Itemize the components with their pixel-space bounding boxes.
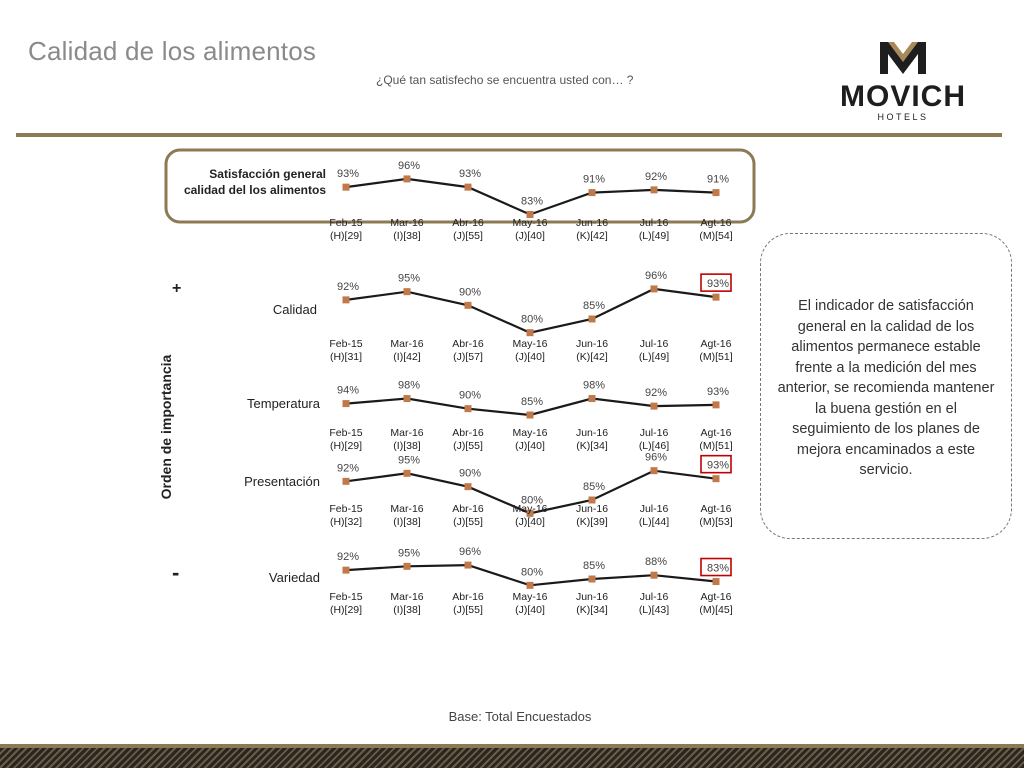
tick-label: Abr-16	[452, 217, 484, 229]
tick-label: May-16	[512, 503, 548, 515]
data-point	[465, 184, 472, 191]
data-point	[713, 189, 720, 196]
data-point	[343, 400, 350, 407]
tick-label: (J)[55]	[453, 230, 483, 242]
data-label: 96%	[644, 269, 668, 282]
tick-label: Jul-16	[639, 591, 669, 603]
tick-label: (M)[51]	[699, 351, 733, 363]
tick-label: (L)[49]	[638, 351, 670, 363]
tick-label: Feb-15	[329, 427, 363, 439]
series-label-presentacion: Presentación	[244, 474, 320, 489]
data-point	[589, 576, 596, 583]
data-label: 85%	[582, 481, 606, 493]
tick-label: Jul-16	[639, 217, 669, 229]
data-label: 91%	[706, 173, 730, 186]
tick-label: Agt-16	[700, 591, 732, 603]
tick-label: Feb-15	[329, 338, 363, 350]
importance-high-marker: +	[172, 280, 182, 297]
tick-label: Feb-15	[329, 217, 363, 229]
logo-tagline: HOTELS	[877, 112, 929, 122]
tick-label: Feb-15	[329, 591, 363, 603]
tick-label: (L)[46]	[638, 440, 670, 452]
tick-label: Mar-16	[390, 338, 424, 350]
tick-label: (I)[38]	[393, 604, 421, 616]
tick-label: Jun-16	[575, 217, 609, 229]
tick-label: (K)[39]	[576, 516, 608, 528]
data-point	[651, 186, 658, 193]
tick-label: (J)[55]	[453, 604, 483, 616]
tick-label: Agt-16	[700, 503, 732, 515]
tick-label: (J)[40]	[515, 440, 545, 452]
tick-label: (I)[38]	[393, 230, 421, 242]
tick-label: (J)[57]	[453, 351, 483, 363]
data-point	[589, 316, 596, 323]
data-label: 93%	[458, 168, 482, 181]
data-point	[651, 572, 658, 579]
importance-low-marker: -	[172, 560, 180, 585]
tick-label: (M)[45]	[699, 604, 733, 616]
tick-label: (J)[40]	[515, 516, 545, 528]
data-label: 96%	[644, 451, 668, 464]
data-label: 95%	[397, 454, 421, 467]
tick-label: (M)[54]	[699, 230, 733, 242]
tick-label: May-16	[512, 427, 548, 439]
data-point	[713, 401, 720, 408]
tick-label: Feb-15	[329, 503, 363, 515]
tick-label: (J)[55]	[453, 440, 483, 452]
data-label: 85%	[582, 300, 606, 312]
data-label: 95%	[397, 547, 421, 560]
series-label-variedad: Variedad	[268, 570, 320, 585]
data-label: 93%	[706, 278, 730, 291]
data-point	[651, 285, 658, 292]
data-label: 92%	[336, 280, 360, 293]
tick-label: May-16	[512, 217, 548, 229]
tick-label: (H)[32]	[329, 516, 363, 528]
tick-label: Abr-16	[452, 591, 484, 603]
data-label: 92%	[644, 170, 668, 183]
data-label: 90%	[458, 389, 482, 402]
tick-label: (L)[44]	[638, 516, 670, 528]
tick-label: (H)[29]	[329, 230, 363, 242]
tick-label: Mar-16	[390, 503, 424, 515]
tick-label: Jun-16	[575, 427, 609, 439]
logo-monogram-icon	[880, 42, 926, 74]
tick-label: (I)[42]	[393, 351, 421, 363]
data-label: 92%	[644, 387, 668, 400]
data-label: 91%	[582, 173, 606, 186]
tick-label: (I)[38]	[393, 516, 421, 528]
tick-label: (K)[42]	[576, 351, 608, 363]
data-point	[343, 184, 350, 191]
data-point	[343, 478, 350, 485]
tick-label: (L)[49]	[638, 230, 670, 242]
page-title: Calidad de los alimentos	[28, 36, 317, 66]
data-point	[527, 329, 534, 336]
data-point	[465, 562, 472, 569]
data-label: 96%	[397, 159, 421, 172]
tick-label: Jun-16	[575, 503, 609, 515]
data-label: 94%	[336, 384, 360, 397]
tick-label: (J)[40]	[515, 351, 545, 363]
tick-label: Jul-16	[639, 338, 669, 350]
tick-label: Jun-16	[575, 591, 609, 603]
series-label-temperatura: Temperatura	[247, 396, 320, 411]
tick-label: Abr-16	[452, 427, 484, 439]
tick-label: (L)[43]	[638, 604, 670, 616]
data-label: 96%	[458, 546, 482, 559]
tick-label: (K)[34]	[576, 440, 608, 452]
insight-note	[760, 233, 1012, 539]
data-label: 92%	[336, 462, 360, 475]
data-label: 95%	[397, 272, 421, 285]
data-point	[651, 403, 658, 410]
tick-label: (I)[38]	[393, 440, 421, 452]
tick-label: Mar-16	[390, 591, 424, 603]
logo-brand: MOVICH	[840, 80, 966, 113]
data-point	[527, 412, 534, 419]
tick-label: Agt-16	[700, 427, 732, 439]
tick-label: (M)[51]	[699, 440, 733, 452]
data-point	[404, 563, 411, 570]
data-label: 80%	[520, 494, 544, 507]
data-label: 85%	[582, 560, 606, 572]
tick-label: May-16	[512, 591, 548, 603]
data-label: 93%	[706, 385, 730, 398]
tick-label: (H)[29]	[329, 604, 363, 616]
tick-label: Jul-16	[639, 503, 669, 515]
data-label: 90%	[458, 467, 482, 480]
tick-label: (J)[55]	[453, 516, 483, 528]
tick-label: Jul-16	[639, 427, 669, 439]
tick-label: (H)[29]	[329, 440, 363, 452]
tick-label: Jun-16	[575, 338, 609, 350]
data-label: 98%	[582, 379, 606, 392]
data-point	[465, 483, 472, 490]
data-point	[404, 470, 411, 477]
series-label-calidad: Calidad	[272, 302, 317, 317]
tick-label: Mar-16	[390, 217, 424, 229]
tick-label: Mar-16	[390, 427, 424, 439]
tick-label: May-16	[512, 338, 548, 350]
survey-question: ¿Qué tan satisfecho se encuentra usted con… ?	[376, 73, 634, 87]
data-point	[589, 189, 596, 196]
tick-label: Abr-16	[452, 338, 484, 350]
data-label: 92%	[336, 551, 360, 564]
data-point	[713, 475, 720, 482]
series-label-satisfaccion-general-calidad-del-los-alimentos: Satisfacción general	[209, 167, 326, 181]
data-point	[651, 467, 658, 474]
tick-label: (K)[42]	[576, 230, 608, 242]
data-label: 80%	[520, 566, 544, 579]
data-label: 80%	[520, 313, 544, 326]
movich-logo	[808, 38, 998, 126]
tick-label: (M)[53]	[699, 516, 733, 528]
data-point	[465, 405, 472, 412]
data-point	[713, 578, 720, 585]
data-label: 98%	[397, 379, 421, 392]
footer-pattern	[0, 748, 1024, 768]
data-point	[527, 582, 534, 589]
data-label: 85%	[520, 396, 544, 408]
data-label: 83%	[520, 195, 544, 208]
tick-label: Abr-16	[452, 503, 484, 515]
data-label: 83%	[706, 562, 730, 575]
tick-label: Agt-16	[700, 217, 732, 229]
tick-label: Agt-16	[700, 338, 732, 350]
data-point	[465, 302, 472, 309]
tick-label: (J)[40]	[515, 604, 545, 616]
data-point	[404, 395, 411, 402]
data-point	[404, 288, 411, 295]
data-point	[589, 395, 596, 402]
tick-label: (J)[40]	[515, 230, 545, 242]
insight-note-text: El indicador de satisfacción general en la calidad de los alimentos permanece estable frente a la medición del mes anterior, se recomienda mantener la buena gestión en el seguimiento de los planes de mejora encaminados a este servicio.	[777, 298, 995, 478]
tick-label: (H)[31]	[329, 351, 363, 363]
data-label: 93%	[336, 168, 360, 181]
series-line-calidad	[346, 289, 716, 333]
data-label: 93%	[706, 459, 730, 472]
importance-axis-title: Orden de importancia	[158, 354, 174, 500]
series-label-satisfaccion-general-calidad-del-los-alimentos: calidad del los alimentos	[183, 183, 326, 197]
data-point	[343, 296, 350, 303]
tick-label: (K)[34]	[576, 604, 608, 616]
data-point	[404, 175, 411, 182]
data-point	[343, 567, 350, 574]
data-label: 88%	[644, 556, 668, 569]
base-caption: Base: Total Encuestados	[448, 709, 592, 724]
data-label: 90%	[458, 286, 482, 299]
data-point	[713, 294, 720, 301]
